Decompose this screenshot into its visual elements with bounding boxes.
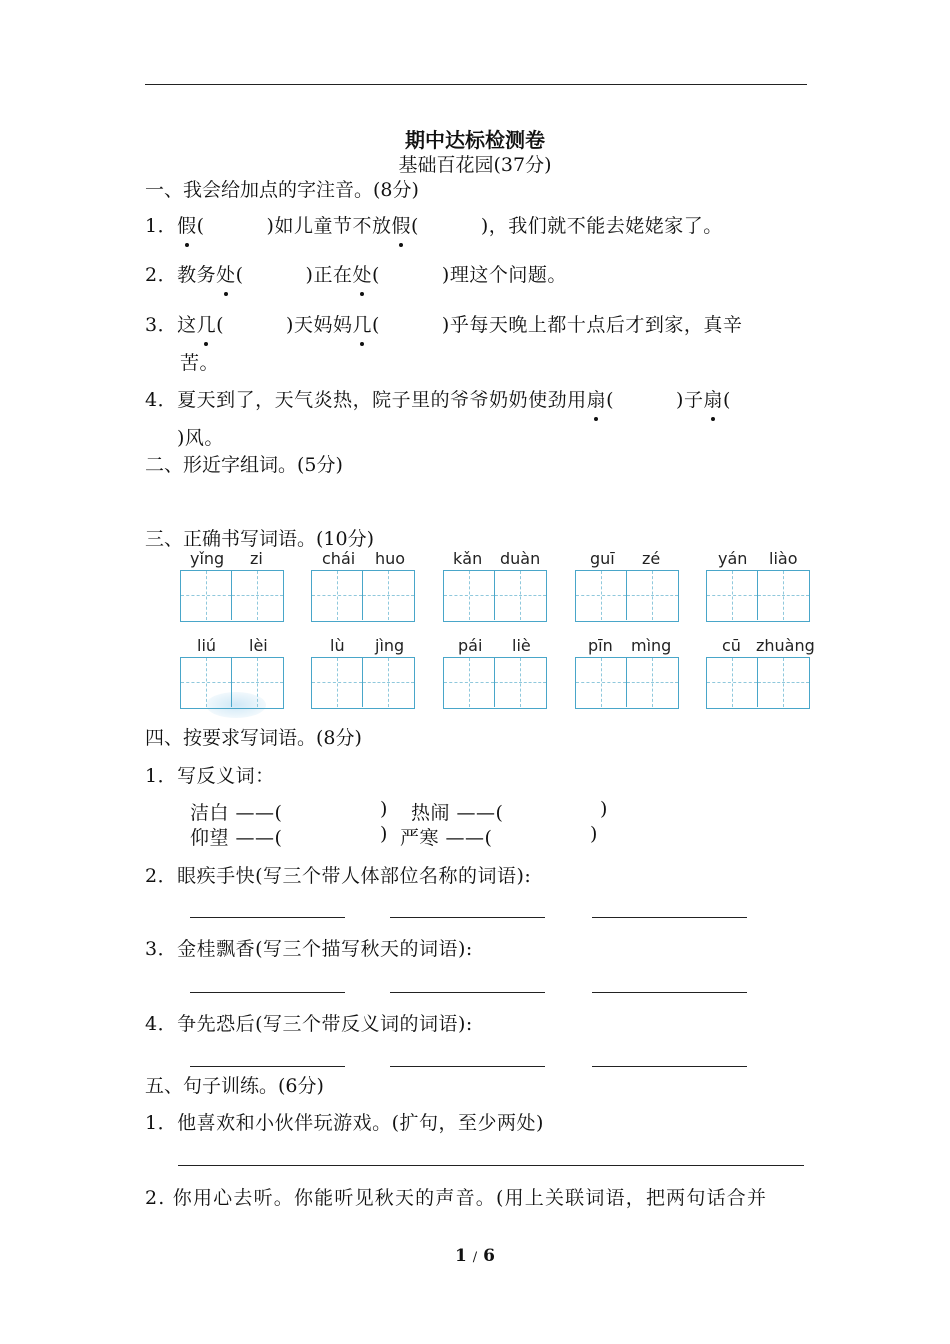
writing-grid[interactable]	[180, 657, 284, 709]
section-3-heading: 三、正确书写词语。(10分)	[145, 528, 375, 550]
s1-question-2	[145, 260, 567, 287]
writing-grid[interactable]	[575, 570, 679, 622]
pinyin-label: chái	[322, 549, 356, 568]
section-5-heading: 五、句子训练。(6分)	[145, 1075, 324, 1097]
dotted-char: 几	[352, 310, 372, 337]
antonym-item: 洁白 ——(	[190, 802, 283, 824]
s1-question-4-cont: )风。	[177, 427, 224, 449]
paren-open: (	[606, 389, 615, 411]
text-run: )正在	[305, 264, 353, 286]
answer-line[interactable]	[390, 1066, 545, 1067]
s4-question-3: 3．金桂飘香(写三个描写秋天的词语):	[145, 938, 473, 960]
dotted-char: 扇	[587, 385, 607, 412]
page-number	[0, 1246, 950, 1266]
page-separator: /	[472, 1250, 478, 1265]
answer-line[interactable]	[592, 992, 747, 993]
antonym-close: )	[380, 798, 388, 820]
s1-question-3-cont: 苦。	[180, 352, 220, 374]
paren-open: (	[235, 264, 244, 286]
dotted-char: 扇	[703, 385, 723, 412]
antonym-close: )	[600, 798, 608, 820]
pinyin-label: huo	[375, 549, 406, 568]
antonym-close: )	[380, 823, 388, 845]
writing-grid[interactable]	[443, 570, 547, 622]
s1-question-4	[145, 385, 731, 412]
pinyin-label: zé	[642, 549, 661, 568]
answer-line[interactable]	[190, 1066, 345, 1067]
text-run: )乎每天晚上都十点后才到家，真辛	[441, 314, 743, 336]
writing-grid[interactable]	[311, 570, 415, 622]
s4-question-1: 1．写反义词：	[145, 765, 275, 787]
text-run: )天妈妈	[286, 314, 353, 336]
q-number: 4．	[145, 389, 178, 411]
answer-line[interactable]	[390, 917, 545, 918]
section-2-heading: 二、形近字组词。(5分)	[145, 454, 343, 476]
page-title: 期中达标检测卷	[405, 128, 545, 152]
pinyin-label: liú	[197, 636, 217, 655]
dotted-char: 假	[391, 211, 411, 238]
s1-question-1	[145, 211, 723, 238]
pinyin-label: pái	[458, 636, 483, 655]
pinyin-label: zi	[250, 549, 263, 568]
writing-grid[interactable]	[311, 657, 415, 709]
text-run: )理这个问题。	[441, 264, 567, 286]
pinyin-label: cū	[722, 636, 741, 655]
paren-open: (	[410, 215, 419, 237]
pinyin-label: lù	[330, 636, 345, 655]
s5-question-1: 1．他喜欢和小伙伴玩游戏。(扩句，至少两处)	[145, 1112, 544, 1134]
dotted-char: 处	[216, 260, 236, 287]
paren-open: (	[216, 314, 225, 336]
pinyin-label: kǎn	[453, 549, 483, 568]
pinyin-label: duàn	[500, 549, 541, 568]
page-subtitle: 基础百花园(37分)	[398, 154, 552, 176]
q-number: 1．	[145, 215, 178, 237]
text-run: 这	[177, 314, 197, 336]
writing-grid[interactable]	[706, 570, 810, 622]
pinyin-label: zhuàng	[756, 636, 815, 655]
pinyin-label: liào	[769, 549, 798, 568]
answer-line[interactable]	[592, 1066, 747, 1067]
text-run: )，我们就不能去姥姥家了。	[480, 215, 723, 237]
dotted-char: 处	[352, 260, 372, 287]
section-4-heading: 四、按要求写词语。(8分)	[145, 727, 362, 749]
antonym-item: 仰望 ——(	[190, 827, 283, 849]
antonym-item: 热闹 ——(	[411, 802, 504, 824]
top-rule	[145, 84, 807, 85]
writing-grid[interactable]	[180, 570, 284, 622]
answer-line[interactable]	[390, 992, 545, 993]
writing-grid[interactable]	[575, 657, 679, 709]
current-page: 1	[455, 1246, 467, 1266]
pinyin-label: lèi	[249, 636, 268, 655]
text-run: 教务	[177, 264, 217, 286]
text-run: )子	[676, 389, 704, 411]
pinyin-label: jìng	[375, 636, 405, 655]
s4-question-4: 4．争先恐后(写三个带反义词的词语):	[145, 1013, 473, 1035]
pinyin-label: mìng	[631, 636, 672, 655]
s5-question-2: 2. 你用心去听。你能听见秋天的声音。(用上关联词语，把两句话合并	[145, 1187, 768, 1209]
paren-open: (	[722, 389, 731, 411]
dotted-char: 几	[197, 310, 217, 337]
answer-line[interactable]	[190, 992, 345, 993]
pinyin-label: pīn	[588, 636, 613, 655]
pinyin-label: liè	[512, 636, 531, 655]
paren-open: (	[371, 314, 380, 336]
answer-line[interactable]	[592, 917, 747, 918]
total-pages: 6	[483, 1246, 495, 1266]
writing-grid[interactable]	[443, 657, 547, 709]
paren-open: (	[196, 215, 205, 237]
pinyin-label: guī	[590, 549, 615, 568]
answer-line[interactable]	[190, 917, 345, 918]
section-1-heading: 一、我会给加点的字注音。(8分)	[145, 179, 419, 201]
answer-line[interactable]	[178, 1165, 804, 1166]
text-run: 夏天到了，天气炎热，院子里的爷爷奶奶使劲用	[177, 389, 587, 411]
paren-open: (	[371, 264, 380, 286]
s4-question-2: 2．眼疾手快(写三个带人体部位名称的词语):	[145, 865, 532, 887]
pinyin-label: yǐng	[190, 549, 225, 568]
antonym-item: 严寒 ——(	[400, 827, 493, 849]
text-run: )如儿童节不放	[266, 215, 392, 237]
s1-question-3	[145, 310, 742, 337]
antonym-close: )	[590, 823, 598, 845]
q-number: 2．	[145, 264, 178, 286]
pinyin-label: yán	[718, 549, 748, 568]
dotted-char: 假	[177, 211, 197, 238]
writing-grid[interactable]	[706, 657, 810, 709]
q-number: 3．	[145, 314, 178, 336]
